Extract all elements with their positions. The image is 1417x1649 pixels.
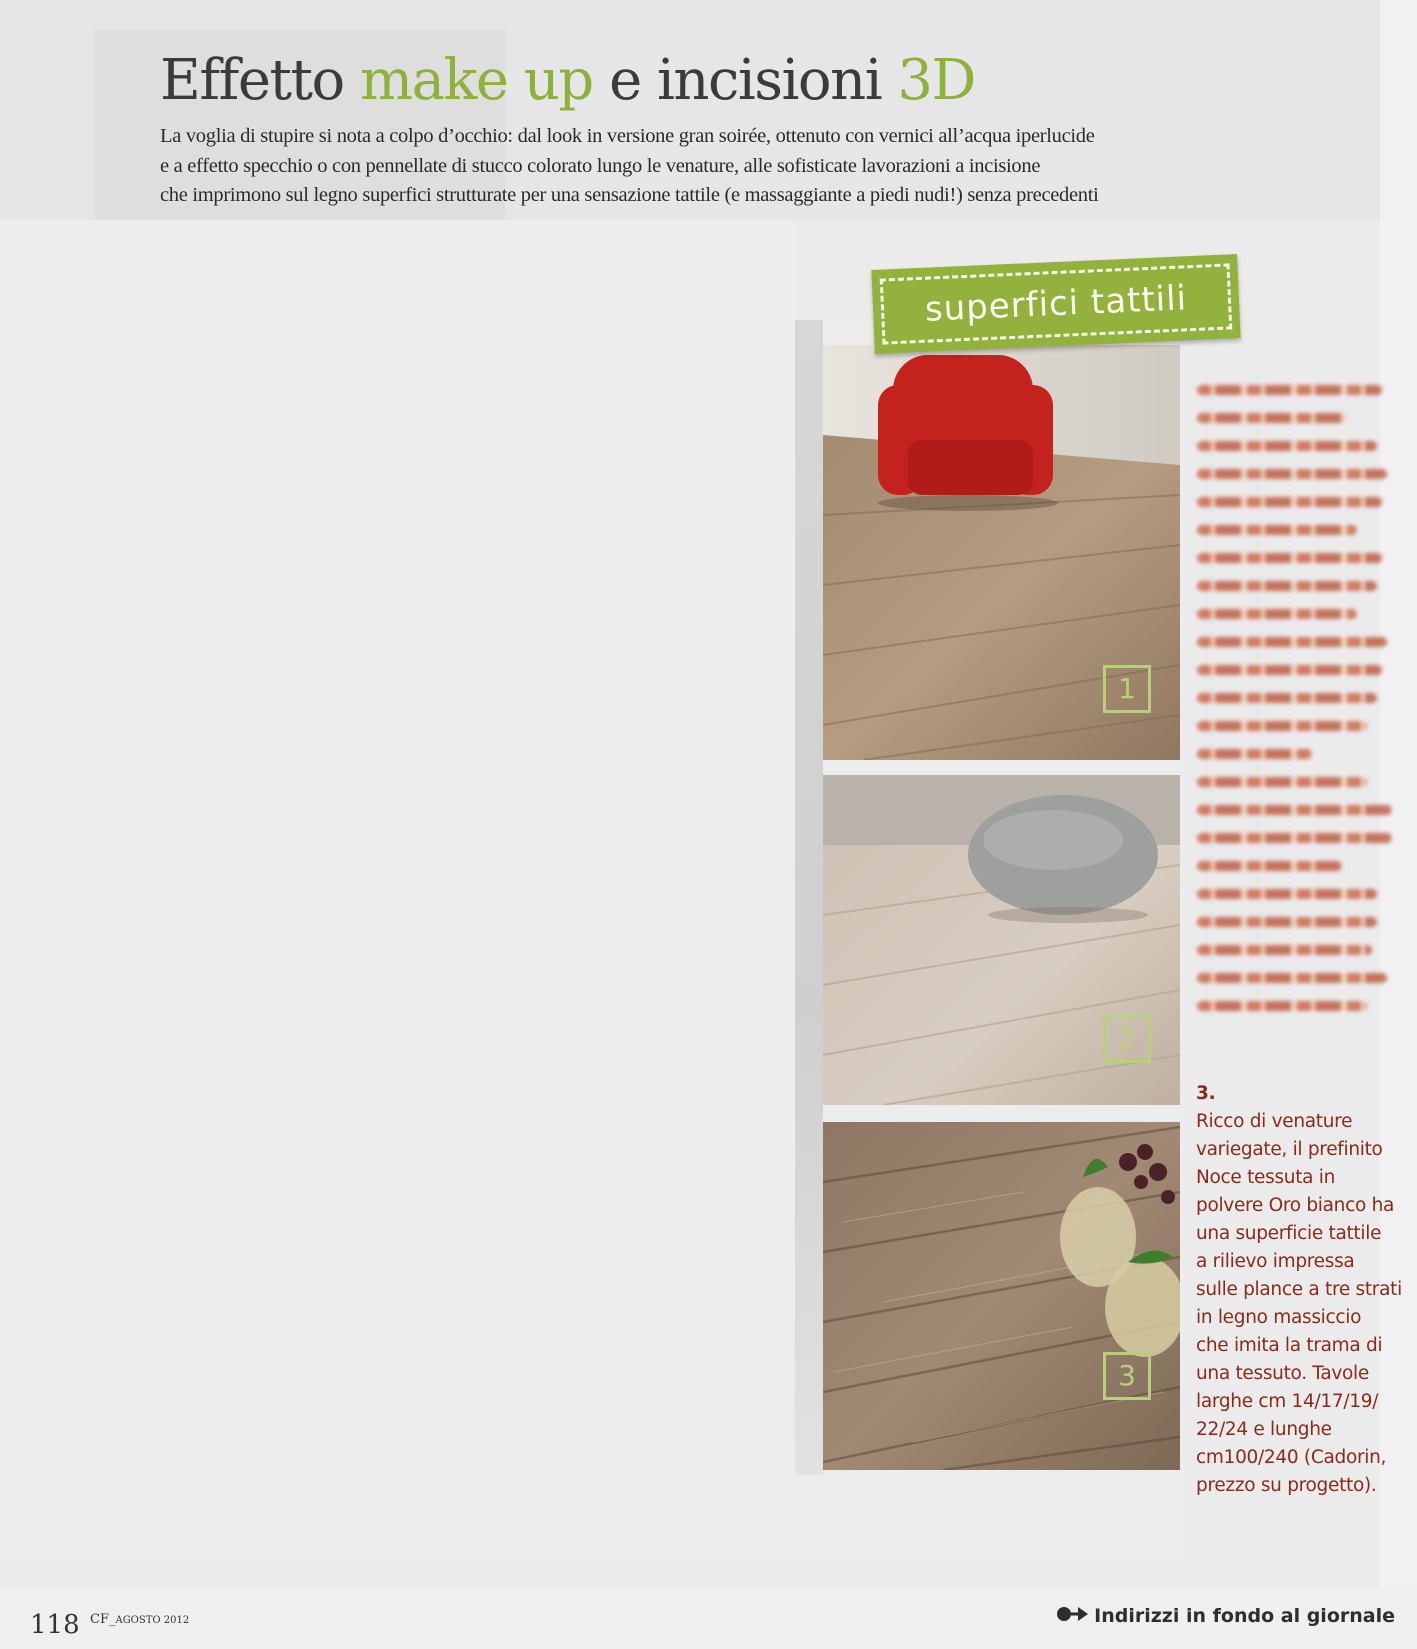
- caption-line: prezzo su progetto).: [1196, 1475, 1377, 1496]
- blurred-line: [1197, 693, 1377, 703]
- blurred-line: [1197, 665, 1382, 675]
- blurred-line: [1197, 973, 1387, 983]
- title-accent: 3D: [897, 48, 975, 113]
- blurred-line: [1197, 861, 1342, 871]
- photo-armchair: [823, 345, 1180, 760]
- photo-number-badge: 1: [1103, 665, 1151, 713]
- blurred-line: [1197, 413, 1347, 423]
- blurred-line: [1197, 1001, 1367, 1011]
- article-title: Effetto make up e incisioni 3D: [160, 48, 975, 113]
- blurred-caption-text: [1197, 385, 1397, 1029]
- caption-line: cm100/240 (Cadorin,: [1196, 1447, 1387, 1468]
- lead-line: e a effetto specchio o con pennellate di stucco colorato lungo le venature, alle sofisticate lavorazioni a incisione: [160, 154, 1041, 177]
- caption-line: variegate, il prefinito: [1196, 1139, 1383, 1160]
- blurred-line: [1197, 609, 1357, 619]
- caption-line: 22/24 e lunghe: [1196, 1419, 1332, 1440]
- blurred-line: [1197, 805, 1392, 815]
- caption-line: sulle plance a tre strati: [1196, 1279, 1402, 1300]
- blurred-line: [1197, 721, 1367, 731]
- blurred-line: [1197, 637, 1387, 647]
- page-number: 118: [30, 1610, 80, 1640]
- caption-line: che imita la trama di: [1196, 1335, 1383, 1356]
- caption-line: larghe cm 14/17/19/: [1196, 1391, 1379, 1412]
- caption-line: 3. Ricco di venature: [1196, 1083, 1353, 1132]
- photo-pouf: [823, 775, 1180, 1105]
- blurred-line: [1197, 385, 1382, 395]
- caption-line: in legno massiccio: [1196, 1307, 1362, 1328]
- blurred-line: [1197, 525, 1357, 535]
- photo-caption: [1196, 1080, 1406, 1500]
- blurred-line: [1197, 581, 1377, 591]
- caption-line: una superficie tattile: [1196, 1223, 1382, 1244]
- photo-number-badge: 3: [1103, 1352, 1151, 1400]
- photo-number-badge: 2: [1103, 1015, 1151, 1063]
- photo-glass-pears: [823, 1122, 1180, 1470]
- title-accent: make up: [360, 48, 593, 113]
- blurred-line: [1197, 441, 1377, 451]
- caption-line: una tessuto. Tavole: [1196, 1363, 1369, 1384]
- blurred-line: [1197, 469, 1387, 479]
- article-lead: [160, 122, 1190, 211]
- blank-area: [0, 220, 795, 1555]
- panel-shadow: [795, 320, 823, 1475]
- magazine-issue: CF_AGOSTO 2012: [90, 1612, 190, 1627]
- blurred-line: [1197, 777, 1367, 787]
- double-arrow-icon: [1056, 1605, 1090, 1627]
- blurred-line: [1197, 833, 1392, 843]
- blurred-line: [1197, 749, 1312, 759]
- caption-line: polvere Oro bianco ha: [1196, 1195, 1395, 1216]
- caption-line: a rilievo impressa: [1196, 1251, 1355, 1272]
- lead-line: che imprimono sul legno superfici strutturate per una sensazione tattile (e massaggiante a piedi nudi!) senza precedenti: [160, 184, 1099, 206]
- badge-label: superfici tattili: [924, 278, 1188, 330]
- caption-number: 3.: [1196, 1083, 1216, 1104]
- addresses-note: Indirizzi in fondo al giornale: [1056, 1605, 1395, 1627]
- section-badge: [871, 254, 1240, 354]
- blurred-line: [1197, 889, 1377, 899]
- badge-dashed-border: [880, 263, 1233, 344]
- blurred-line: [1197, 497, 1382, 507]
- lead-line: La voglia di stupire si nota a colpo d’occhio: dal look in versione gran soirée, ottenuto con vernici all’acqua iperlucide: [160, 125, 1095, 147]
- blurred-line: [1197, 917, 1377, 927]
- caption-line: Noce tessuta in: [1196, 1167, 1336, 1188]
- blurred-line: [1197, 553, 1382, 563]
- blurred-line: [1197, 945, 1372, 955]
